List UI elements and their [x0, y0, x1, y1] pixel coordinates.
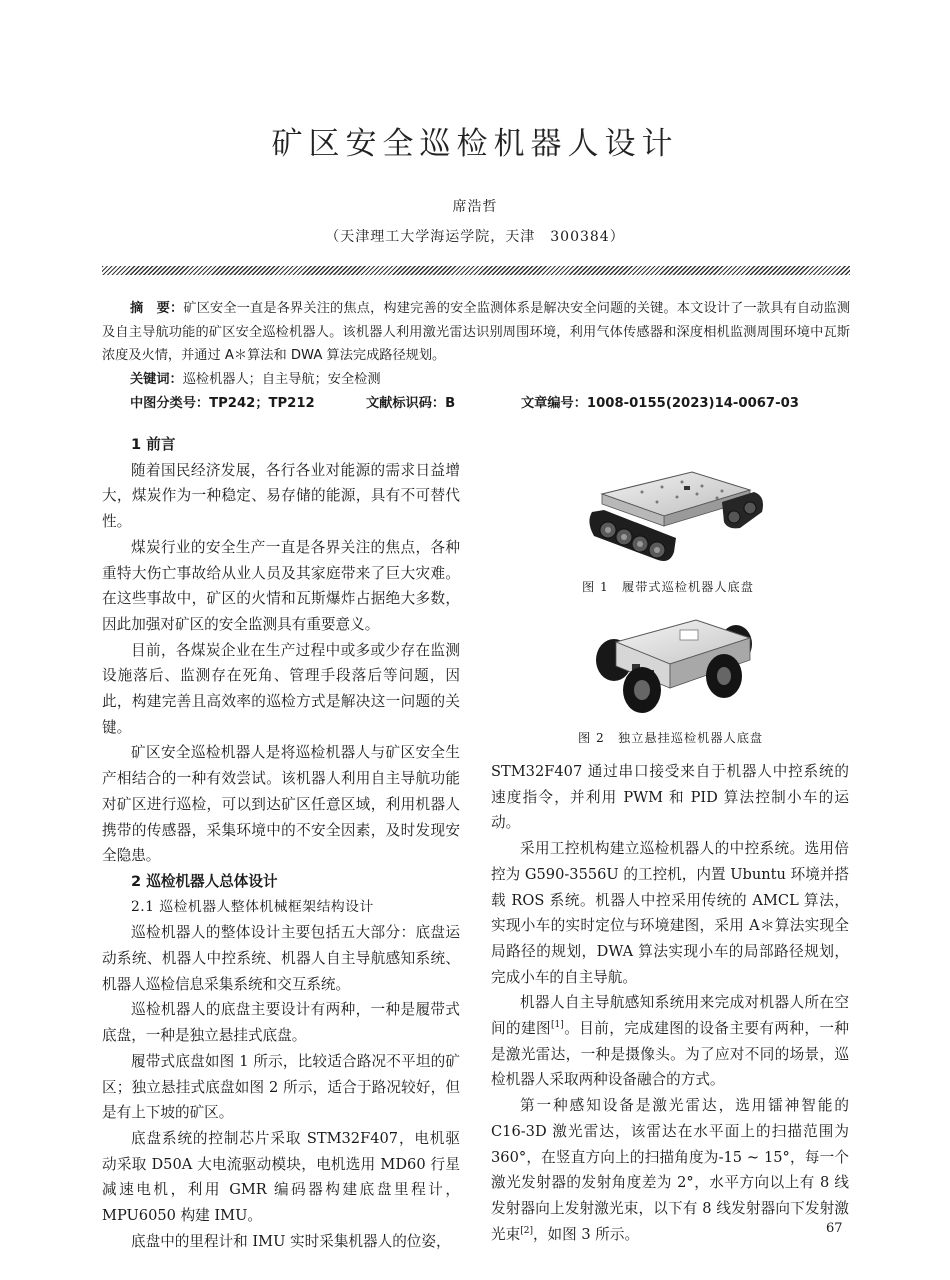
section-heading-1: 1 前言: [131, 436, 176, 453]
paragraph-text: 。目前，完成建图的设备主要有两种，一种是激光雷达，一种是摄像头。为了应对不同的场景，巡检机器人采取两种设备融合的方式。: [491, 1020, 849, 1089]
paragraph: 目前，各煤炭企业在生产过程中或多或少存在监测设施落后、监测存在死角、管理手段落后等问题，因此，构建完善且高效率的巡检方式是解决这一问题的关键。: [102, 641, 460, 736]
figure-2-caption: 图 2 独立悬挂巡检机器人底盘: [578, 731, 764, 745]
paragraph: 履带式底盘如图 1 所示，比较适合路况不平坦的矿区；独立悬挂式底盘如图 2 所示，适合于路况较好，但是有上下坡的矿区。: [102, 1052, 460, 1122]
author-name: 席浩哲: [452, 199, 498, 215]
paragraph: 底盘系统的控制芯片采取 STM32F407，电机驱动采取 D50A 大电流驱动模块，电机选用 MD60 行星减速电机，利用 GMR 编码器构建底盘里程计，MPU6050 构建 IMU。: [102, 1129, 460, 1225]
affiliation: （天津理工大学海运学院，天津 300384）: [325, 229, 625, 245]
paragraph: 煤炭行业的安全生产一直是各界关注的焦点，各种重特大伤亡事故给从业人员及其家庭带来了巨大灾难。在这些事故中，矿区的火情和瓦斯爆炸占据绝大多数，因此加强对矿区的安全监测具有重要意义。: [102, 538, 460, 633]
abstract-label: 摘 要：: [130, 301, 184, 316]
abstract: [102, 297, 850, 368]
paragraph: 矿区安全巡检机器人是将巡检机器人与矿区安全生产相结合的一种有效尝试。该机器人利用自主导航功能对矿区进行巡检，可以到达矿区任意区域，利用机器人携带的传感器，采集环境中的不安全因素，及时发现安全隐患。: [102, 744, 460, 865]
paragraph: [491, 1093, 849, 1247]
paragraph-text: 机器人自主导航感知系统用来完成对机器人所在空间的建图: [491, 994, 849, 1038]
paragraph: 巡检机器人的底盘主要设计有两种，一种是履带式底盘，一种是独立悬挂式底盘。: [102, 1001, 460, 1045]
left-column: [102, 432, 460, 1255]
figure-1-caption: 图 1 履带式巡检机器人底盘: [582, 580, 754, 594]
paragraph: 底盘中的里程计和 IMU 实时采集机器人的位姿，: [131, 1232, 451, 1250]
keywords-label: 关键词：: [130, 372, 183, 387]
citation-ref-1: [1]: [551, 1020, 564, 1031]
citation-ref-2: [2]: [520, 1225, 533, 1236]
figure-2-suspension-chassis-image: [574, 602, 772, 722]
page-number: 67: [826, 1221, 843, 1236]
paragraph: 巡检机器人的整体设计主要包括五大部分：底盘运动系统、机器人中控系统、机器人自主导航感知系统、机器人巡检信息采集系统和交互系统。: [102, 924, 460, 993]
abstract-text: 矿区安全一直是各界关注的焦点，构建完善的安全监测体系是解决安全问题的关键。本文设计了一款具有自动监测及自主导航功能的矿区安全巡检机器人。该机器人利用激光雷达识别周围环境，利用气体传感器和深度相机监测周围环境中瓦斯浓度及火情，并通过 A＊算法和 DWA 算法完成路径规划。: [102, 301, 851, 363]
paragraph: STM32F407 通过串口接受来自于机器人中控系统的速度指令，并利用 PWM 和 PID 算法控制小车的运动。: [491, 763, 849, 832]
paragraph: 采用工控机构建立巡检机器人的中控系统。选用倍控为 G590-3556U 的工控机，内置 Ubuntu 环境并搭载 ROS 系统。机器人中控采用传统的 AMCL 算法，实现小车的实时定位与环境建图，采用 A＊算法实现全局路径的规划，DWA 算法实现小车的局部路径规划，完成小车的自主导航。: [491, 840, 849, 986]
clc-number: 中图分类号：TP242；TP212: [130, 396, 315, 411]
document-code: 文献标识码：B: [366, 396, 456, 411]
paragraph: 随着国民经济发展，各行各业对能源的需求日益增大，煤炭作为一种稳定、易存储的能源，具有不可替代性。: [102, 461, 460, 531]
figure-1-tracked-chassis-image: [572, 442, 772, 570]
keywords-text: 巡检机器人；自主导航；安全检测: [182, 372, 381, 387]
article-number: 文章编号：1008-0155(2023)14-0067-03: [521, 396, 799, 411]
keywords: [130, 368, 381, 387]
right-column: [491, 759, 849, 1247]
subsection-heading-2-1: 2.1 巡检机器人整体机械框架结构设计: [131, 898, 374, 915]
header-divider: [102, 266, 850, 275]
paragraph: [491, 990, 849, 1093]
paragraph-text: ，如图 3 所示。: [532, 1225, 640, 1243]
paragraph-text: 第一种感知设备是激光雷达，选用镭神智能的 C16-3D 激光雷达，该雷达在水平面上的扫描范围为 360°，在竖直方向上的扫描角度为-15 ~ 15°，每一个激光发射器的发射角度差为 2°，水平方向以上有 8 线发射器向上发射激光束，以下有 8 线发射器向下发射激光束: [491, 1097, 849, 1243]
paper-title: 矿区安全巡检机器人设计: [271, 126, 679, 162]
section-heading-2: 2 巡检机器人总体设计: [131, 872, 278, 890]
